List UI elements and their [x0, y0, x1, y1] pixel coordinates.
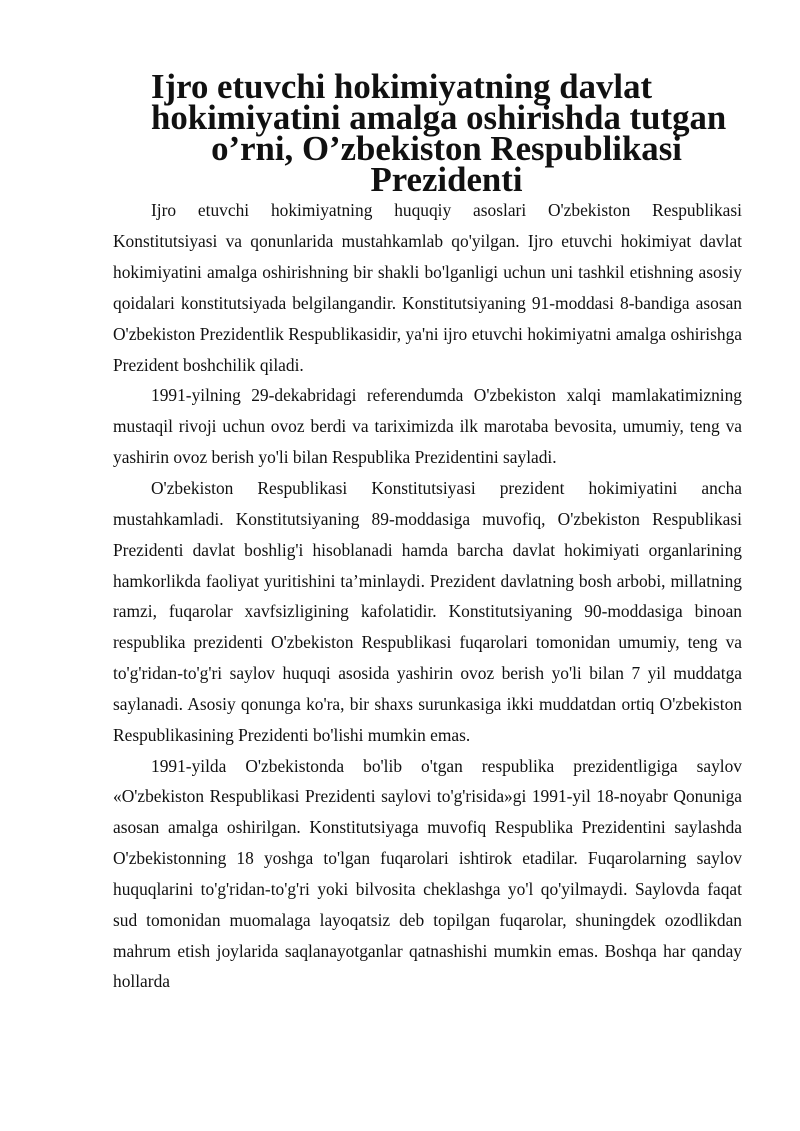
paragraph-3: O'zbekiston Respublikasi Konstitutsiyasi prezident hokimiyatini ancha mustahkamladi. Konstitutsiyaning 89-moddasiga muvofiq, O'zbekiston Respublikasi Prezidenti davlat boshlig'i hisoblanadi hamda barcha davlat hokimiyati organlarining hamkorlikda faoliyat yuritishini ta’minlaydi. Prezident davlatning bosh arbobi, millatning ramzi, fuqarolar xavfsizligining kafolatidir. Konstitutsiyaning 90-moddasiga binoan respublika prezidenti O'zbekiston Respublikasi fuqarolari tomonidan umumiy, teng va to'g'ridan-to'g'ri saylov huquqi asosida yashirin ovoz berish yo'li bilan 7 yil muddatga saylanadi. Asosiy qonunga ko'ra, bir shaxs surunkasiga ikki muddatdan ortiq O'zbekiston Respublikasining Prezidenti bo'lishi mumkin emas.	[113, 477, 742, 745]
title-line-1: Ijro etuvchi hokimiyatning davlat hokimiyatini amalga oshirishda tutgan	[151, 67, 727, 137]
document-title	[113, 67, 742, 199]
paragraph-2: 1991-yilning 29-dekabridagi referendumda O'zbekiston xalqi mamlakatimizning mustaqil rivoji uchun ovoz berdi va tariximizda ilk marotaba bevosita, umumiy, teng va yashirin ovoz berish yo'li bilan Respublika Prezidentini sayladi.	[113, 385, 742, 468]
title-line-2: o’rni, O’zbekiston Respublikasi Prezidenti	[211, 128, 682, 199]
paragraph-1: Ijro etuvchi hokimiyatning huquqiy asoslari O'zbekiston Respublikasi Konstitutsiyasi va qonunlarida mustahkamlab qo'yilgan. Ijro etuvchi hokimiyat davlat hokimiyatini amalga oshirishning bir shakli bo'lganligi uchun uni tashkil etishning asosiy qoidalari konstitutsiyada belgilangandir. Konstitutsiyaning 91-moddasi 8-bandiga asosan O'zbekiston Prezidentlik Respublikasidir, ya'ni ijro etuvchi hokimiyatni amalga oshirishga Prezident boshchilik qiladi.	[113, 200, 742, 375]
paragraph-4: 1991-yilda O'zbekistonda bo'lib o'tgan respublika prezidentligiga saylov «O'zbekiston Respublikasi Prezidenti saylovi to'g'risida»gi 1991-yil 18-noyabr Qonuniga asosan amalga oshirilgan. Konstitutsiyaga muvofiq Respublika Prezidentini saylashda O'zbekistonning 18 yoshga to'lgan fuqarolari ishtirok etadilar. Fuqarolarning saylov huquqlarini to'g'ridan-to'g'ri yoki bilvosita cheklashga yo'l qo'yilmaydi. Saylovda faqat sud tomonidan muomalaga layoqatsiz deb topilgan fuqarolar, shuningdek ozodlikdan mahrum etish joylarida saqlanayotganlar qatnashishi mumkin emas. Boshqa har qanday hollarda	[113, 755, 742, 992]
document-page	[113, 67, 742, 997]
